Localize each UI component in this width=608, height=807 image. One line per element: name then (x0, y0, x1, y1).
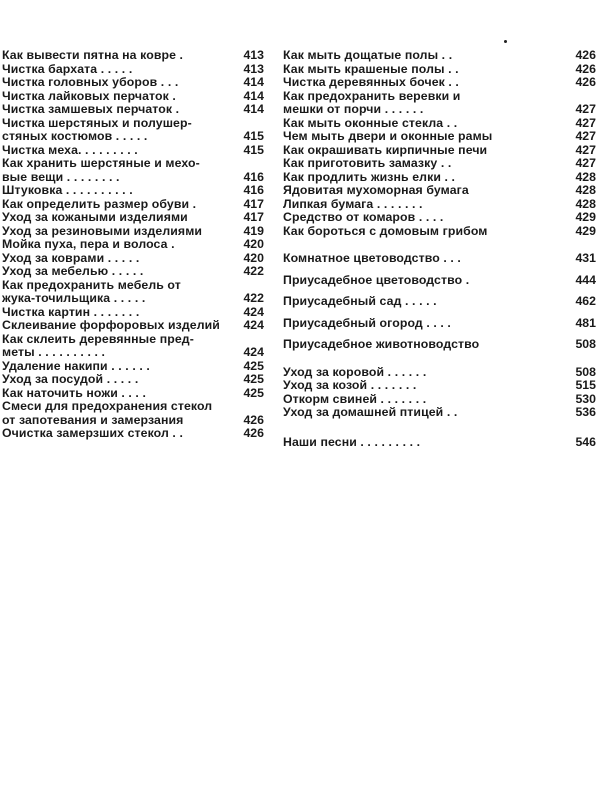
toc-entry-title: Как определить размер обуви . (2, 196, 197, 211)
toc-entry-title: Как хранить шерстяные и мехо- вые вещи . . . . . . . . (2, 156, 200, 184)
toc-entry-title: Как продлить жизнь елки . . (283, 169, 456, 184)
toc-entry (283, 338, 596, 352)
toc-entry (2, 49, 264, 63)
toc-entry-page-number: 426 (575, 48, 596, 62)
toc-entry (2, 90, 264, 104)
toc-entry-page-number: 413 (243, 48, 264, 62)
toc-entry-page-number: 429 (575, 210, 596, 224)
toc-entry (2, 387, 264, 401)
toc-entry-title: Приусадебный огород . . . . (283, 315, 451, 330)
toc-entry (2, 252, 264, 266)
toc-entry (2, 225, 264, 239)
toc-entry (283, 157, 596, 171)
toc-left-column (2, 49, 264, 441)
toc-entry-page-number: 429 (575, 223, 596, 238)
toc-entry-page-number: 414 (243, 75, 264, 89)
toc-entry-page-number: 427 (575, 115, 596, 130)
toc-entry (2, 144, 264, 158)
toc-entry-page-number: 424 (243, 304, 264, 319)
toc-entry-title: Уход за коврами . . . . . (2, 250, 140, 265)
toc-entry-title: Ядовитая мухоморная бумага (283, 183, 469, 197)
toc-entry-page-number: 420 (243, 237, 264, 251)
toc-entry (2, 211, 264, 225)
toc-entry-page-number: 444 (575, 272, 596, 287)
toc-entry-page-number: 417 (243, 196, 264, 211)
toc-entry-page-number: 419 (243, 223, 264, 238)
toc-entry-title: Как мыть оконные стекла . . (283, 115, 458, 130)
toc-entry-title: Удаление накипи . . . . . . (2, 358, 150, 373)
toc-entry (283, 379, 596, 393)
toc-entry (283, 63, 596, 77)
toc-entry-page-number: 413 (243, 61, 264, 76)
toc-entry (2, 373, 264, 387)
toc-entry-title: Чистка головных уборов . . . (2, 75, 179, 89)
toc-entry-page-number: 546 (575, 434, 596, 449)
toc-entry-page-number: 428 (575, 183, 596, 197)
toc-entry-title: Очистка замерзших стекол . . (2, 426, 183, 440)
toc-entry (283, 274, 596, 288)
toc-entry (2, 319, 264, 333)
toc-entry-title: Уход за посудой . . . . . (2, 372, 139, 386)
toc-entry-title: Как бороться с домовым грибом (283, 223, 488, 238)
toc-entry-title: Чистка бархата . . . . . (2, 61, 133, 76)
toc-entry-title: Уход за резиновыми изделиями (2, 223, 203, 238)
toc-entry (283, 406, 596, 420)
toc-entry-title: Штуковка . . . . . . . . . . (2, 183, 133, 197)
toc-entry (2, 265, 264, 279)
toc-entry (283, 49, 596, 63)
print-speck (504, 40, 507, 43)
toc-entry (2, 400, 264, 427)
toc-entry-title: Средство от комаров . . . . (283, 210, 444, 224)
toc-entry-page-number: 428 (575, 169, 596, 184)
toc-entry-title: Смеси для предохранения стекол от запотевания и замерзания (2, 399, 213, 427)
toc-entry-title: Чистка лайковых перчаток . (2, 88, 176, 103)
toc-entry-page-number: 530 (575, 391, 596, 406)
toc-entry (283, 366, 596, 380)
toc-entry-page-number: 431 (575, 251, 596, 265)
toc-entry-title: Как предохранить мебель от жука-точильщика . . . . . (2, 277, 181, 305)
toc-entry-title: Склеивание форфоровых изделий (2, 318, 220, 332)
toc-entry-title: Мойка пуха, пера и волоса . (2, 237, 175, 251)
toc-entry-title: Уход за мебелью . . . . . (2, 264, 144, 278)
toc-entry-page-number: 462 (575, 294, 596, 308)
toc-entry (2, 198, 264, 212)
toc-entry-page-number: 515 (575, 378, 596, 392)
toc-entry (283, 252, 596, 266)
toc-entry (2, 117, 264, 144)
toc-entry-page-number: 428 (575, 196, 596, 211)
toc-entry-title: Приусадебное животноводство (283, 337, 480, 351)
toc-entry-title: Чем мыть двери и оконные рамы (283, 129, 493, 143)
toc-entry-page-number: 425 (243, 372, 264, 386)
toc-entry-title: Как вывести пятна на ковре . (2, 48, 184, 62)
toc-entry-page-number: 426 (575, 61, 596, 76)
toc-entry-title: Откорм свиней . . . . . . . (283, 391, 427, 406)
toc-entry-title: Уход за кожаными изделиями (2, 210, 188, 224)
toc-entry (2, 157, 264, 184)
toc-entry (2, 184, 264, 198)
toc-entry-page-number: 426 (243, 412, 264, 427)
toc-entry-page-number: 427 (575, 129, 596, 143)
toc-entry (283, 184, 596, 198)
toc-entry (283, 295, 596, 309)
toc-entry (2, 238, 264, 252)
toc-entry-title: Чистка шерстяных и полушер- стяных костюмов . . . . . (2, 115, 192, 143)
toc-entry-page-number: 508 (575, 337, 596, 351)
toc-entry-title: Комнатное цветоводство . . . (283, 251, 461, 265)
toc-entry-title: Как наточить ножи . . . . (2, 385, 146, 400)
toc-entry-title: Наши песни . . . . . . . . . (283, 434, 421, 449)
toc-entry-page-number: 416 (243, 169, 264, 184)
toc-entry (2, 103, 264, 117)
toc-entry-page-number: 427 (575, 142, 596, 157)
toc-entry-title: Чистка меха. . . . . . . . . (2, 142, 138, 157)
toc-entry-page-number: 416 (243, 183, 264, 197)
toc-entry (283, 198, 596, 212)
toc-entry-title: Уход за домашней птицей . . (283, 405, 458, 419)
toc-entry-page-number: 425 (243, 358, 264, 373)
toc-entry-page-number: 415 (243, 129, 264, 143)
toc-entry (2, 427, 264, 441)
toc-entry-title: Уход за коровой . . . . . . (283, 364, 427, 379)
toc-entry-title: Чистка картин . . . . . . . (2, 304, 140, 319)
toc-entry (283, 211, 596, 225)
toc-entry (283, 225, 596, 239)
toc-entry-page-number: 424 (243, 345, 264, 359)
toc-entry-page-number: 427 (575, 102, 596, 116)
toc-entry-title: Липкая бумага . . . . . . . (283, 196, 423, 211)
toc-entry (283, 130, 596, 144)
toc-entry-page-number: 420 (243, 250, 264, 265)
toc-entry-page-number: 417 (243, 210, 264, 224)
toc-entry-page-number: 536 (575, 405, 596, 419)
toc-entry-title: Чистка деревянных бочек . . (283, 75, 459, 89)
toc-entry-page-number: 415 (243, 142, 264, 157)
toc-right-column (283, 49, 596, 449)
toc-entry-title: Чистка замшевых перчаток . (2, 102, 180, 116)
toc-entry (2, 76, 264, 90)
toc-entry-title: Как мыть крашеные полы . . (283, 61, 459, 76)
toc-entry-page-number: 414 (243, 102, 264, 116)
toc-entry (283, 317, 596, 331)
toc-entry-page-number: 427 (575, 156, 596, 170)
toc-entry (2, 333, 264, 360)
toc-entry-title: Как предохранить веревки и мешки от порчи . . . . . . (283, 88, 461, 116)
toc-entry-page-number: 481 (575, 315, 596, 330)
toc-entry-title: Как приготовить замазку . . (283, 156, 452, 170)
toc-entry-title: Приусадебное цветоводство . (283, 272, 470, 287)
toc-entry (283, 90, 596, 117)
toc-entry (2, 306, 264, 320)
toc-entry-page-number: 426 (243, 426, 264, 440)
toc-entry-page-number: 425 (243, 385, 264, 400)
toc-entry (283, 171, 596, 185)
toc-entry (283, 144, 596, 158)
toc-entry-page-number: 426 (575, 75, 596, 89)
toc-entry (283, 117, 596, 131)
toc-entry (283, 76, 596, 90)
toc-entry (283, 393, 596, 407)
toc-entry-title: Как мыть дощатые полы . . (283, 48, 453, 62)
toc-entry-title: Как окрашивать кирпичные печи (283, 142, 488, 157)
toc-entry-page-number: 508 (575, 364, 596, 379)
toc-entry-page-number: 422 (243, 291, 264, 305)
toc-entry-title: Приусадебный сад . . . . . (283, 294, 437, 308)
toc-entry-page-number: 414 (243, 88, 264, 103)
toc-entry (283, 436, 596, 450)
toc-entry-page-number: 424 (243, 318, 264, 332)
toc-entry-title: Уход за козой . . . . . . . (283, 378, 417, 392)
toc-entry-title: Как склеить деревянные пред- меты . . . . . . . . . . (2, 331, 194, 359)
toc-entry (2, 63, 264, 77)
toc-entry-page-number: 422 (243, 264, 264, 278)
toc-entry (2, 360, 264, 374)
toc-entry (2, 279, 264, 306)
